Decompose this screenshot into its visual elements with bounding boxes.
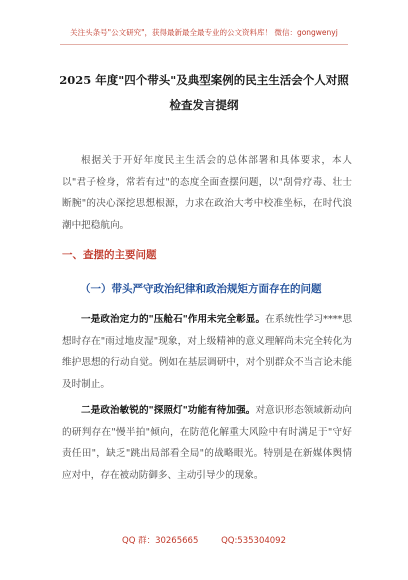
item-1-body: 在系统性学习****思想时存在"雨过地皮湿"现象，对上级精神的意义理解尚未完全转化为维护思想的行动自觉。例如在基层调研中，对个别群众不当言论未能及时制止。 [62, 314, 353, 390]
footer-contact [0, 534, 408, 546]
section-heading: 一、查摆的主要问题 [62, 249, 157, 261]
footer-qq-number: QQ:535304092 [221, 536, 286, 546]
item-1-lead: 一是政治定力的"压舱石"作用未完全彰显。 [81, 314, 266, 325]
title-line-2: 检查发言提纲 [169, 98, 239, 112]
intro-paragraph: 根据关于开好年度民主生活会的总体部署和具体要求，本人以"君子检身，常若有过"的态度全面查摆问题，以"刮骨疗毒、壮士断腕"的决心深挖思想根源，力求在政治大考中校准坐标，在时代浪潮中把稳航向。 [62, 155, 352, 231]
header-divider [60, 44, 348, 45]
paragraph-item-2 [62, 400, 352, 486]
item-2-body: 对意识形态领域新动向的研判存在"慢半拍"倾向，在防范化解重大风险中有时满足于"守好责任田"，缺乏"跳出局部看全局"的战略眼光。特别是在新媒体舆情应对中，存在被动防御多、主动引导少的现象。 [62, 405, 353, 481]
subsection-heading: （一）带头严守政治纪律和政治规矩方面存在的问题 [80, 283, 322, 295]
header-banner: 关注头条号"公文研究"，获得最新最全最专业的公文资料库！ 微信：gongwenyj [70, 28, 338, 37]
paragraph-item-1 [62, 309, 352, 395]
title-line-1: 2025 年度"四个带头"及典型案例的民主生活会个人对照 [59, 73, 349, 87]
footer-qq-group: QQ 群：30265665 [122, 536, 199, 546]
document-title [40, 68, 368, 118]
item-2-lead: 二是政治敏锐的"探照灯"功能有待加强。 [81, 405, 256, 416]
